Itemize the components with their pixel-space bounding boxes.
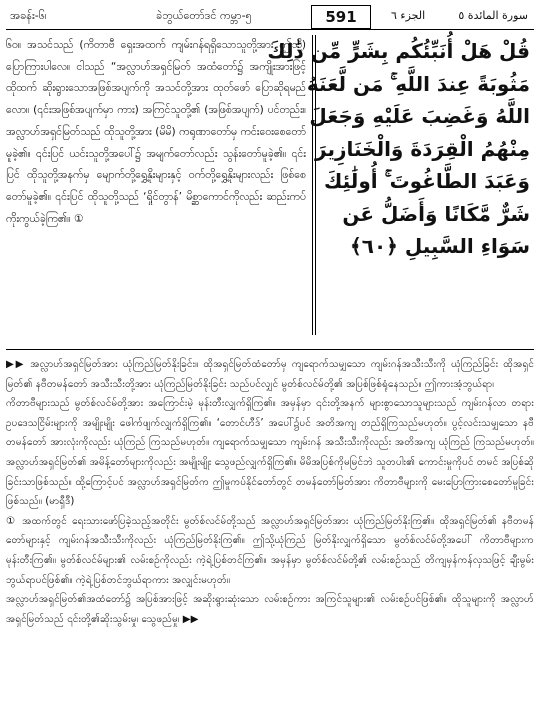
arabic-line: سَوَاءِ السَّبِيلِ ﴿٦٠﴾ xyxy=(350,234,530,258)
arabic-line: مَثُوبَةً عِندَ اللَّهِ ۚ مَن لَّعَنَهُ xyxy=(306,71,530,96)
arabic-line: مِنْهُمُ الْقِرَدَةَ وَالْخَنَازِيرَ xyxy=(315,136,530,161)
page-header xyxy=(6,5,534,30)
part-label: ခဲဘွယ်တော်ဒင် ကမ္ဘာ-၅ xyxy=(156,9,252,22)
page-number: 591 xyxy=(311,5,371,29)
arabic-line: اللَّهُ وَغَضِبَ عَلَيْهِ وَجَعَلَ xyxy=(309,104,530,128)
arabic-line: قُلْ هَلْ أُنَبِّئُكُم بِشَرٍّ مِّن ذَٰلِكَ xyxy=(267,39,530,63)
section-divider xyxy=(6,349,534,350)
surah-label: سورة المائدة ٥ xyxy=(458,9,528,22)
translation-paragraph: ၆၀။ အသင်သည် (ကိတာဗီ ရှေးအထက် ကျမ်းဂန်ရရှိသောသူတို့အား ဤသို့) ပြောကြားပါလေ။ ငါသည် “အလ္လာဟ်အရှင်မြတ် အထံတော်၌ အကျိုးအားဖြင့် ထိုထက် ဆိုးရွားသောအဖြစ်အပျက်ကို အသင်တို့အား ထုတ်ဖော် ပြောဆိုရမည်လော။ (၎င်းအဖြစ်အပျက်မှာ ကား) အကြင်သူတို့၏ (အဖြစ်အပျက်) ပင်တည်း။ အလ္လာဟ်အရှင်မြတ်သည် ထိုသူတို့အား (မိမိ) ကရုဏာတော်မှ ကင်းဝေးစေတော်မူခဲ့၏။ ၎င်းပြင် ယင်းသူတို့အပေါ်၌ အမျက်တော်လည်း သွန်းတော်မူခဲ့၏။ ၎င်းပြင် ထိုသူတို့အနက်မှ မျောက်တို့ရွှေ့နိုးများနှင့် ဝက်တို့ရွှေ့နိုးများလည်း ဖြစ်စေတော်မူခဲ့၏။ ၎င်းပြင် ထိုသူတို့သည် ‘ရှိုင်တွာန်’ မိစ္ဆာကောင်ကိုလည်း ဆည်းကပ်ကိုးကွယ်ခဲ့ကြ၏။ ① xyxy=(6,39,306,225)
quran-page xyxy=(6,5,534,707)
commentary-paragraph: ① အထက်တွင် ရေးသားဖော်ပြခဲ့သည့်အတိုင်း မွတ်စ်လင်မ်တို့သည် အလ္လာဟ်အရှင်မြတ်အား ယုံကြည်မြတ်နိုးကြ၏။ ထိုအရှင်မြတ်၏ နဗီတမန်တော်များနှင့် ကျမ်းဂန်အသီးသီးကိုလည်း ယုံကြည်မြတ်နိုးကြ၏။ ဤသို့ယုံကြည် မြတ်နိုးလျှက်ရှိသော မွတ်စ်လင်မ်တို့အပေါ် ကိတာဗီများက မုန်းတီးကြ၏။ မွတ်စ်လင်မ်များ၏ လမ်းစဥ်ကိုလည်း ကဲ့ရဲ့ပြစ်တင်ကြ၏။ အမှန်မှာ မွတ်စ်လင်မ်တို့၏ လမ်းစဥ်သည် တိကျမှန်ကန်လှသဖြင့် ချီးမွမ်းဘွယ်ရာပင်ဖြစ်၏။ ကဲ့ရဲ့ပြစ်တင်ဘွယ်ရာကား အလျှင်းမဟုတ်။ xyxy=(6,515,534,586)
commentary-section xyxy=(6,355,534,629)
commentary-paragraph: ▶▶ အလ္လာဟ်အရှင်မြတ်အား ယုံကြည်မြတ်နိုးခြင်း။ ထိုအရှင်မြတ်ထံတော်မှ ကျရောက်သမျှသော ကျမ်းဂန်အသီးသီးကို ယုံကြည်ခြင်း ထိုအရှင်မြတ်၏ နဗီတမန်တော် အသီးသီးတို့အား ယုံကြည်မြတ်နိုးခြင်း သည်ပင်လျှင် မွတ်စ်လင်မ်တို့၏ အပြစ်ဖြစ်ရုံနေသည်။ ဤကားအံ့ဘွယ်ရာ၊ xyxy=(6,359,534,390)
translation-column xyxy=(6,35,306,347)
verse-section xyxy=(6,35,534,347)
juz-label: الجزء ٦ xyxy=(391,9,426,22)
commentary-paragraph: ကိတာဗီများသည် မွတ်စ်လင်မ်တို့အား အကြောင်းမဲ့ မုန်းတီးလျှက်ရှိကြ၏။ အမှန်မှာ ၎င်းတို့အနက် များစွာသောသူများသည် ကျမ်းဂန်လာ တရားဥပဒေသငြိမ်းများကို အမျိုးမျိုး ဖေါက်ဖျက်လျှက်ရှိကြ၏။ ‘တောင်ဟီဒ်’ အပေါ်၌ပင် အတိအကျ တည်ရှိကြသည်မဟုတ်။ ပွင့်လင်းသမျှသော နဗီတမန်တော် အားလုံးကိုလည်း ယုံကြည် ကြသည်မဟုတ်။ ကျရောက်သမျှသော ကျမ်းဂန် အသီးသီးကိုလည်း အတိအကျ ယုံကြည် ကြသည်မဟုတ်။ အလ္လာဟ်အရှင်မြတ်၏ အမိန့်တော်များကိုလည်း အမျိုးမျိုး သွေဖည်လျှက်ရှိကြ၏။ မိမိအပြစ်ကိုမမြင်ဘဲ သူတပါး၏ ကောင်းမှုကိုပင် တမင် အပြစ်ဆိုခြင်းသာဖြစ်သည်။ ထို့ကြောင့်ပင် အလ္လာဟ်အရှင်မြတ်က ဤမှုကပ်နိုင်တော်တွင် တမန်တော်မြတ်အား ကိတာဗီများကို မေးပြောကြားစေတော်မူခြင်းဖြစ်သည်။ (မာရှီဒီ) xyxy=(6,398,534,508)
arabic-line: وَعَبَدَ الطَّاغُوتَ ۚ أُولَٰئِكَ xyxy=(324,169,530,193)
arabic-line: شَرٌّ مَّكَانًا وَأَضَلُّ عَن xyxy=(342,201,530,226)
chapter-label: အခန်း-၆၊ xyxy=(10,9,47,22)
arabic-text-column xyxy=(267,35,530,347)
commentary-paragraph: အလ္လာဟ်အရှင်မြတ်၏အထံတော်၌ အပြစ်အားဖြင့် အဆိုးရွားဆုံးသော လမ်းစဥ်ကား အကြင်သူများ၏ လမ်းစဥ်ပင်ဖြစ်၏။ ထိုသူများကို အလ္လာဟ်အရှင်မြတ်သည် ၎င်းတို့၏ဆိုးသွမ်းမှု၊ သွေဖည်မှု၊ ▶▶ xyxy=(6,594,534,625)
